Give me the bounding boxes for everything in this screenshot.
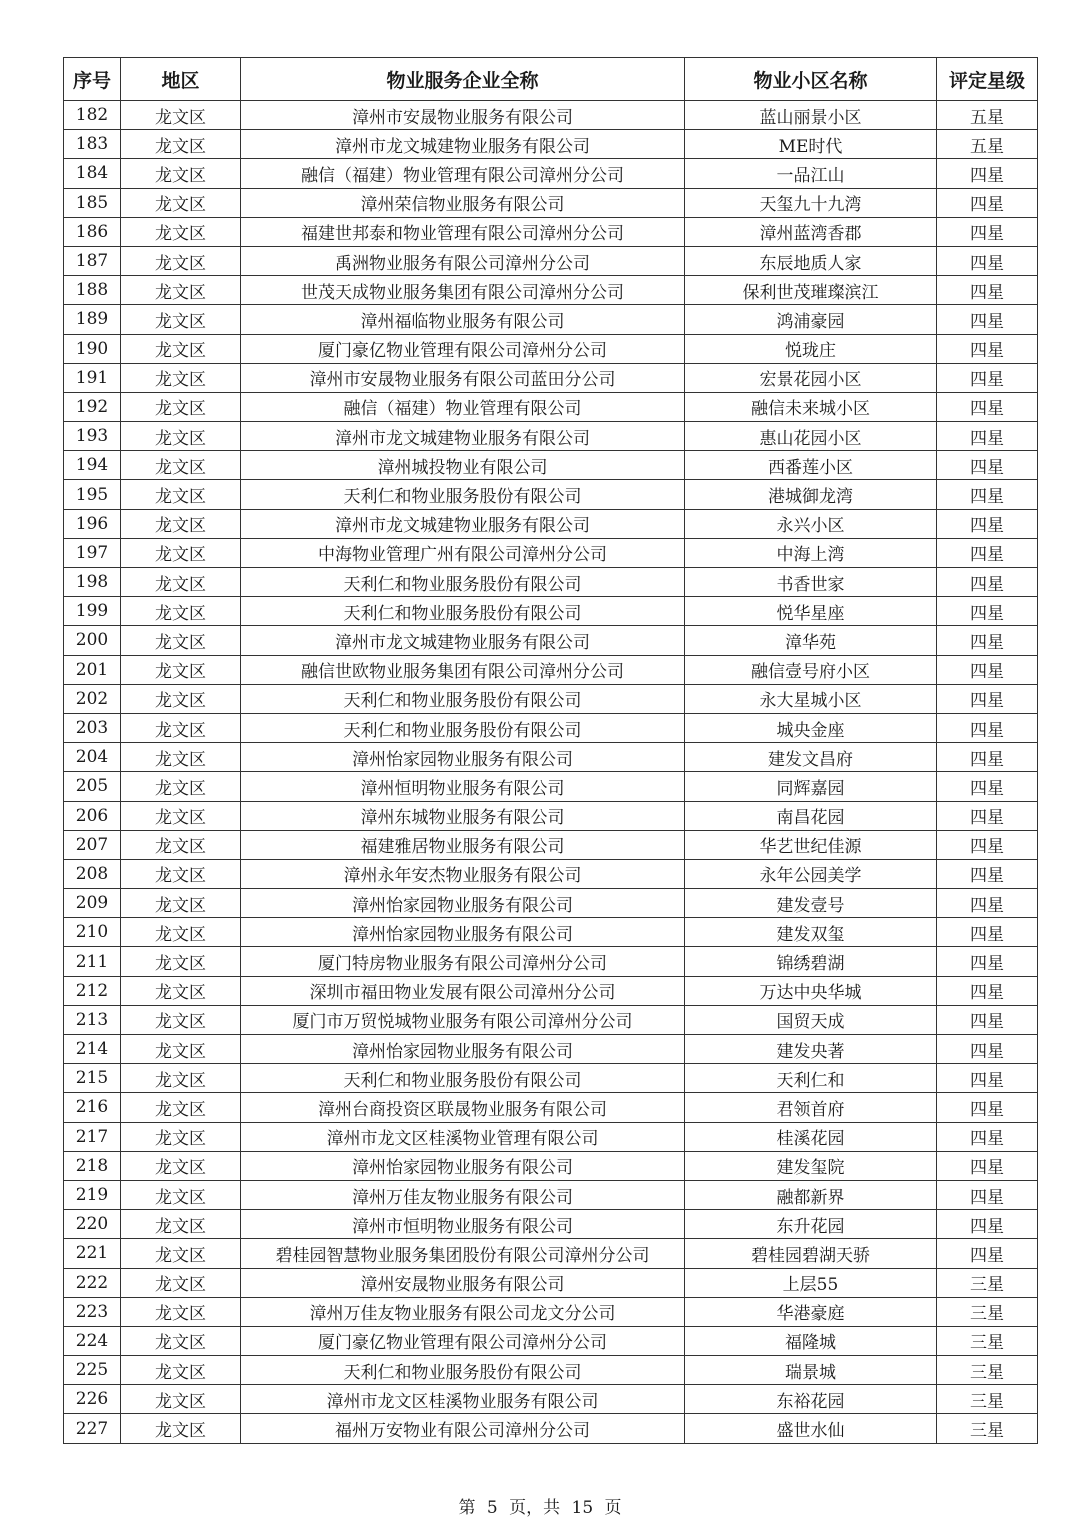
cell-rating: 四星 [937,713,1038,742]
cell-company: 漳州市龙文区桂溪物业服务有限公司 [241,1385,685,1414]
table-row [64,422,1038,451]
cell-seq: 210 [64,918,121,947]
cell-district: 龙文区 [121,392,241,421]
cell-rating: 三星 [937,1385,1038,1414]
cell-company: 深圳市福田物业发展有限公司漳州分公司 [241,976,685,1005]
cell-district: 龙文区 [121,451,241,480]
cell-seq: 223 [64,1297,121,1326]
cell-community: 上层55 [685,1268,937,1297]
cell-district: 龙文区 [121,1326,241,1355]
cell-rating: 四星 [937,568,1038,597]
cell-company: 漳州怡家园物业服务有限公司 [241,918,685,947]
cell-seq: 200 [64,626,121,655]
cell-seq: 209 [64,889,121,918]
header-company: 物业服务企业全称 [241,58,685,101]
cell-district: 龙文区 [121,1297,241,1326]
table-row [64,976,1038,1005]
cell-company: 厦门特房物业服务有限公司漳州分公司 [241,947,685,976]
cell-district: 龙文区 [121,918,241,947]
cell-district: 龙文区 [121,422,241,451]
cell-community: 建发玺院 [685,1151,937,1180]
cell-company: 福州万安物业有限公司漳州分公司 [241,1414,685,1443]
table-row [64,889,1038,918]
cell-company: 天利仁和物业服务股份有限公司 [241,1064,685,1093]
cell-company: 漳州荣信物业服务有限公司 [241,188,685,217]
cell-company: 福建世邦泰和物业管理有限公司漳州分公司 [241,217,685,246]
cell-company: 漳州怡家园物业服务有限公司 [241,889,685,918]
cell-company: 漳州安晟物业服务有限公司 [241,1268,685,1297]
cell-district: 龙文区 [121,1180,241,1209]
table-row [64,1210,1038,1239]
footer-current-page: 5 [486,1498,498,1518]
cell-company: 天利仁和物业服务股份有限公司 [241,568,685,597]
table-row [64,1326,1038,1355]
cell-district: 龙文区 [121,1268,241,1297]
cell-rating: 四星 [937,217,1038,246]
table-row [64,597,1038,626]
table-row [64,1151,1038,1180]
cell-company: 漳州万佳友物业服务有限公司 [241,1180,685,1209]
cell-seq: 226 [64,1385,121,1414]
cell-seq: 185 [64,188,121,217]
cell-seq: 222 [64,1268,121,1297]
cell-district: 龙文区 [121,363,241,392]
table-row [64,305,1038,334]
cell-seq: 184 [64,159,121,188]
cell-community: 宏景花园小区 [685,363,937,392]
cell-community: 盛世水仙 [685,1414,937,1443]
cell-company: 漳州城投物业有限公司 [241,451,685,480]
cell-rating: 四星 [937,947,1038,976]
table-row [64,713,1038,742]
cell-rating: 四星 [937,392,1038,421]
cell-seq: 206 [64,801,121,830]
cell-seq: 199 [64,597,121,626]
table-row [64,918,1038,947]
table-row [64,1356,1038,1385]
cell-company: 碧桂园智慧物业服务集团股份有限公司漳州分公司 [241,1239,685,1268]
cell-seq: 188 [64,276,121,305]
cell-community: 永兴小区 [685,509,937,538]
cell-rating: 四星 [937,976,1038,1005]
cell-district: 龙文区 [121,276,241,305]
table-row [64,1268,1038,1297]
table-row [64,363,1038,392]
cell-community: 东升花园 [685,1210,937,1239]
cell-rating: 四星 [937,1035,1038,1064]
cell-rating: 五星 [937,101,1038,130]
cell-community: 西番莲小区 [685,451,937,480]
property-rating-table [63,57,1038,1444]
cell-rating: 五星 [937,130,1038,159]
cell-community: 华艺世纪佳源 [685,830,937,859]
page-footer [0,1493,1080,1518]
cell-company: 漳州市龙文区桂溪物业管理有限公司 [241,1122,685,1151]
cell-company: 天利仁和物业服务股份有限公司 [241,597,685,626]
cell-company: 漳州市龙文城建物业服务有限公司 [241,509,685,538]
cell-company: 禹洲物业服务有限公司漳州分公司 [241,246,685,275]
cell-district: 龙文区 [121,217,241,246]
cell-seq: 219 [64,1180,121,1209]
cell-district: 龙文区 [121,1210,241,1239]
cell-community: 同辉嘉园 [685,772,937,801]
cell-rating: 四星 [937,859,1038,888]
table-row [64,830,1038,859]
cell-seq: 202 [64,684,121,713]
table-body [64,101,1038,1444]
cell-rating: 四星 [937,305,1038,334]
cell-seq: 212 [64,976,121,1005]
cell-seq: 182 [64,101,121,130]
cell-district: 龙文区 [121,655,241,684]
table-row [64,480,1038,509]
cell-seq: 204 [64,743,121,772]
cell-community: 碧桂园碧湖天骄 [685,1239,937,1268]
cell-district: 龙文区 [121,246,241,275]
cell-company: 世茂天成物业服务集团有限公司漳州分公司 [241,276,685,305]
cell-district: 龙文区 [121,947,241,976]
cell-community: 书香世家 [685,568,937,597]
cell-company: 漳州市安晟物业服务有限公司 [241,101,685,130]
cell-community: 君领首府 [685,1093,937,1122]
cell-seq: 225 [64,1356,121,1385]
cell-company: 漳州台商投资区联晟物业服务有限公司 [241,1093,685,1122]
cell-community: 城央金座 [685,713,937,742]
cell-district: 龙文区 [121,334,241,363]
cell-rating: 四星 [937,743,1038,772]
cell-community: 悦珑庄 [685,334,937,363]
cell-rating: 四星 [937,480,1038,509]
cell-company: 漳州市龙文城建物业服务有限公司 [241,422,685,451]
cell-company: 天利仁和物业服务股份有限公司 [241,713,685,742]
table-header-row [64,58,1038,101]
cell-rating: 四星 [937,1122,1038,1151]
table-row [64,1180,1038,1209]
cell-seq: 205 [64,772,121,801]
cell-community: 建发文昌府 [685,743,937,772]
cell-seq: 190 [64,334,121,363]
footer-total-pages: 15 [571,1498,594,1518]
table-row [64,130,1038,159]
cell-company: 漳州市龙文城建物业服务有限公司 [241,130,685,159]
table-row [64,947,1038,976]
cell-community: 福隆城 [685,1326,937,1355]
footer-suffix: 页 [604,1498,622,1518]
cell-company: 厦门市万贸悦城物业服务有限公司漳州分公司 [241,1005,685,1034]
cell-rating: 四星 [937,1093,1038,1122]
cell-district: 龙文区 [121,772,241,801]
cell-seq: 197 [64,538,121,567]
cell-company: 漳州市龙文城建物业服务有限公司 [241,626,685,655]
cell-rating: 四星 [937,772,1038,801]
cell-company: 漳州福临物业服务有限公司 [241,305,685,334]
cell-community: 华港豪庭 [685,1297,937,1326]
table-row [64,1093,1038,1122]
table-row [64,1239,1038,1268]
table-row [64,684,1038,713]
table-row [64,1122,1038,1151]
cell-rating: 四星 [937,538,1038,567]
table-row [64,1297,1038,1326]
cell-seq: 213 [64,1005,121,1034]
cell-rating: 三星 [937,1297,1038,1326]
table-row [64,1385,1038,1414]
cell-district: 龙文区 [121,480,241,509]
cell-company: 漳州怡家园物业服务有限公司 [241,1151,685,1180]
cell-district: 龙文区 [121,1122,241,1151]
cell-company: 天利仁和物业服务股份有限公司 [241,684,685,713]
cell-community: 融信未来城小区 [685,392,937,421]
cell-seq: 201 [64,655,121,684]
cell-district: 龙文区 [121,1239,241,1268]
cell-seq: 186 [64,217,121,246]
cell-district: 龙文区 [121,597,241,626]
cell-community: 鸿浦豪园 [685,305,937,334]
cell-company: 漳州怡家园物业服务有限公司 [241,1035,685,1064]
cell-community: 港城御龙湾 [685,480,937,509]
cell-community: 悦华星座 [685,597,937,626]
cell-rating: 四星 [937,1180,1038,1209]
cell-seq: 196 [64,509,121,538]
cell-company: 厦门豪亿物业管理有限公司漳州分公司 [241,1326,685,1355]
cell-seq: 215 [64,1064,121,1093]
cell-community: 国贸天成 [685,1005,937,1034]
header-rating: 评定星级 [937,58,1038,101]
table-row [64,626,1038,655]
cell-company: 融信世欧物业服务集团有限公司漳州分公司 [241,655,685,684]
cell-seq: 193 [64,422,121,451]
cell-rating: 四星 [937,451,1038,480]
cell-district: 龙文区 [121,1385,241,1414]
cell-company: 漳州怡家园物业服务有限公司 [241,743,685,772]
cell-community: 万达中央华城 [685,976,937,1005]
cell-seq: 224 [64,1326,121,1355]
cell-seq: 208 [64,859,121,888]
cell-rating: 四星 [937,684,1038,713]
cell-company: 中海物业管理广州有限公司漳州分公司 [241,538,685,567]
cell-seq: 187 [64,246,121,275]
cell-company: 天利仁和物业服务股份有限公司 [241,480,685,509]
cell-district: 龙文区 [121,101,241,130]
cell-district: 龙文区 [121,713,241,742]
table-row [64,276,1038,305]
cell-rating: 三星 [937,1414,1038,1443]
table-row [64,859,1038,888]
table-row [64,1414,1038,1443]
cell-rating: 四星 [937,889,1038,918]
cell-community: 融信壹号府小区 [685,655,937,684]
cell-district: 龙文区 [121,1005,241,1034]
table-row [64,772,1038,801]
header-district: 地区 [121,58,241,101]
cell-community: 建发央著 [685,1035,937,1064]
cell-district: 龙文区 [121,684,241,713]
cell-district: 龙文区 [121,743,241,772]
cell-district: 龙文区 [121,1414,241,1443]
cell-rating: 四星 [937,801,1038,830]
cell-rating: 四星 [937,1064,1038,1093]
table-row [64,1064,1038,1093]
cell-community: ME时代 [685,130,937,159]
cell-community: 永年公园美学 [685,859,937,888]
footer-page-word: 页，共 [509,1498,561,1518]
cell-community: 永大星城小区 [685,684,937,713]
cell-community: 天玺九十九湾 [685,188,937,217]
cell-rating: 三星 [937,1326,1038,1355]
header-community: 物业小区名称 [685,58,937,101]
cell-company: 融信（福建）物业管理有限公司 [241,392,685,421]
cell-district: 龙文区 [121,130,241,159]
cell-district: 龙文区 [121,830,241,859]
cell-seq: 191 [64,363,121,392]
cell-company: 漳州万佳友物业服务有限公司龙文分公司 [241,1297,685,1326]
cell-district: 龙文区 [121,626,241,655]
table-row [64,246,1038,275]
cell-rating: 四星 [937,246,1038,275]
cell-community: 融都新界 [685,1180,937,1209]
header-seq: 序号 [64,58,121,101]
cell-rating: 三星 [937,1268,1038,1297]
cell-company: 厦门豪亿物业管理有限公司漳州分公司 [241,334,685,363]
cell-seq: 195 [64,480,121,509]
table-row [64,159,1038,188]
cell-district: 龙文区 [121,568,241,597]
cell-company: 漳州市安晟物业服务有限公司蓝田分公司 [241,363,685,392]
cell-district: 龙文区 [121,976,241,1005]
cell-rating: 四星 [937,1239,1038,1268]
cell-rating: 四星 [937,1005,1038,1034]
cell-district: 龙文区 [121,889,241,918]
cell-community: 中海上湾 [685,538,937,567]
cell-district: 龙文区 [121,1151,241,1180]
cell-district: 龙文区 [121,859,241,888]
cell-rating: 三星 [937,1356,1038,1385]
cell-company: 漳州市恒明物业服务有限公司 [241,1210,685,1239]
cell-seq: 218 [64,1151,121,1180]
cell-seq: 183 [64,130,121,159]
table-row [64,655,1038,684]
cell-rating: 四星 [937,188,1038,217]
cell-community: 漳华苑 [685,626,937,655]
cell-community: 天利仁和 [685,1064,937,1093]
cell-company: 漳州东城物业服务有限公司 [241,801,685,830]
cell-community: 一品江山 [685,159,937,188]
cell-seq: 207 [64,830,121,859]
cell-seq: 214 [64,1035,121,1064]
cell-company: 漳州恒明物业服务有限公司 [241,772,685,801]
cell-seq: 198 [64,568,121,597]
table-row [64,392,1038,421]
cell-community: 瑞景城 [685,1356,937,1385]
cell-seq: 192 [64,392,121,421]
cell-rating: 四星 [937,363,1038,392]
table-row [64,451,1038,480]
cell-district: 龙文区 [121,305,241,334]
cell-district: 龙文区 [121,1064,241,1093]
cell-district: 龙文区 [121,159,241,188]
cell-community: 建发壹号 [685,889,937,918]
cell-rating: 四星 [937,422,1038,451]
table-row [64,1005,1038,1034]
cell-community: 东裕花园 [685,1385,937,1414]
cell-community: 蓝山丽景小区 [685,101,937,130]
cell-seq: 217 [64,1122,121,1151]
table-row [64,743,1038,772]
cell-rating: 四星 [937,830,1038,859]
cell-community: 漳州蓝湾香郡 [685,217,937,246]
cell-company: 漳州永年安杰物业服务有限公司 [241,859,685,888]
cell-rating: 四星 [937,1210,1038,1239]
cell-seq: 194 [64,451,121,480]
cell-seq: 221 [64,1239,121,1268]
table-row [64,1035,1038,1064]
table-row [64,801,1038,830]
cell-rating: 四星 [937,655,1038,684]
cell-community: 东辰地质人家 [685,246,937,275]
cell-seq: 227 [64,1414,121,1443]
cell-community: 桂溪花园 [685,1122,937,1151]
cell-district: 龙文区 [121,1356,241,1385]
table-row [64,538,1038,567]
table-row [64,568,1038,597]
table-row [64,188,1038,217]
cell-seq: 220 [64,1210,121,1239]
cell-seq: 203 [64,713,121,742]
table-row [64,101,1038,130]
table-row [64,217,1038,246]
cell-community: 南昌花园 [685,801,937,830]
cell-rating: 四星 [937,597,1038,626]
cell-community: 惠山花园小区 [685,422,937,451]
table-row [64,509,1038,538]
cell-district: 龙文区 [121,1035,241,1064]
cell-rating: 四星 [937,334,1038,363]
cell-seq: 216 [64,1093,121,1122]
cell-district: 龙文区 [121,538,241,567]
cell-district: 龙文区 [121,188,241,217]
cell-district: 龙文区 [121,1093,241,1122]
cell-district: 龙文区 [121,509,241,538]
cell-company: 融信（福建）物业管理有限公司漳州分公司 [241,159,685,188]
cell-community: 建发双玺 [685,918,937,947]
footer-prefix: 第 [458,1498,476,1518]
cell-rating: 四星 [937,509,1038,538]
cell-rating: 四星 [937,276,1038,305]
cell-rating: 四星 [937,918,1038,947]
cell-community: 保利世茂璀璨滨江 [685,276,937,305]
cell-rating: 四星 [937,626,1038,655]
cell-community: 锦绣碧湖 [685,947,937,976]
table-row [64,334,1038,363]
cell-seq: 189 [64,305,121,334]
cell-company: 福建雅居物业服务有限公司 [241,830,685,859]
cell-district: 龙文区 [121,801,241,830]
cell-seq: 211 [64,947,121,976]
cell-rating: 四星 [937,1151,1038,1180]
cell-company: 天利仁和物业服务股份有限公司 [241,1356,685,1385]
cell-rating: 四星 [937,159,1038,188]
